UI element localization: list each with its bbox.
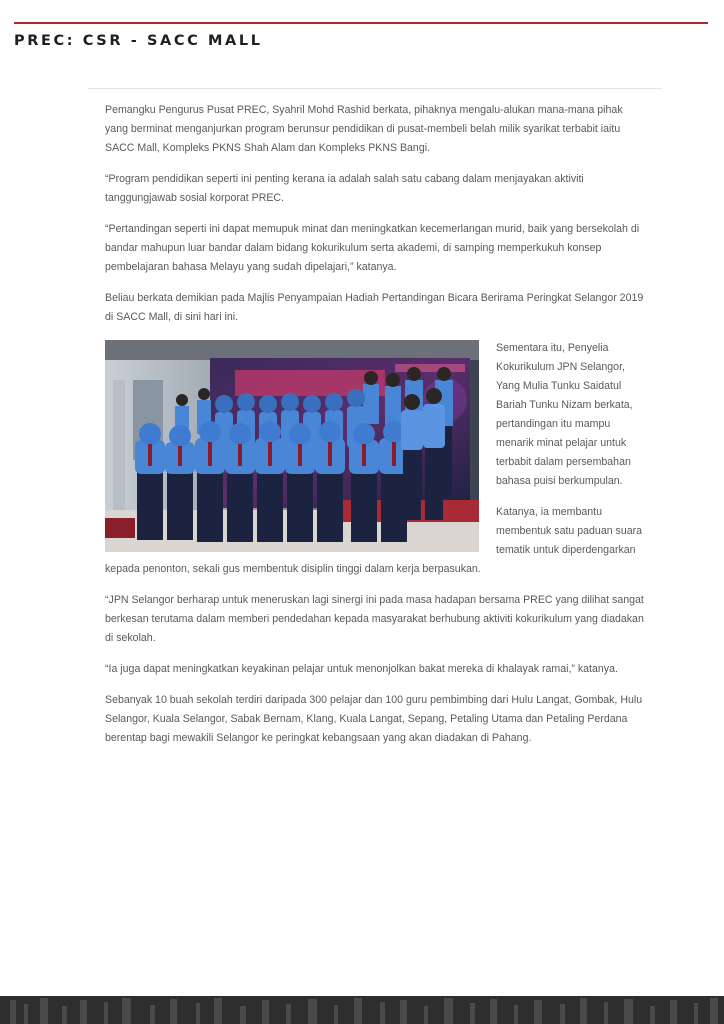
article-paragraph-2: “Program pendidikan seperti ini penting kerana ia adalah salah satu cabang dalam menjayakan aktiviti tanggungjawab sosial korporat PREC.	[105, 173, 584, 204]
page-footer-band	[0, 996, 724, 1024]
article-paragraph-9: Sebanyak 10 buah sekolah terdiri daripada 300 pelajar dan 100 guru pembimbing dari Hulu Langat, Gombak, Hulu Selangor, Kuala Selangor, Sabak Bernam, Klang, Kuala Langat, Sepang, Petaling Utama dan Petaling Perdana berentap bagi mewakili Selangor ke peringkat kebangsaan yang akan diadakan di Pahang.	[105, 694, 643, 744]
page-title: PREC: CSR - SACC MALL	[14, 33, 263, 49]
article-photo	[105, 340, 479, 552]
article-paragraph-3: “Pertandingan seperti ini dapat memupuk minat dan meningkatkan kecemerlangan murid, baik yang bersekolah di bandar mahupun luar bandar dalam bidang kokurikulum serta akademi, di samping memperkukuh konsep pembelajaran bahasa Melayu yang sudah dipelajari,” katanya.	[105, 223, 640, 273]
article-paragraph-8: “Ia juga dapat meningkatkan keyakinan pelajar untuk menonjolkan bakat mereka di khalayak ramai,” katanya.	[105, 663, 618, 675]
article-top-divider	[88, 88, 662, 89]
article-paragraph-7: “JPN Selangor berharap untuk meneruskan lagi sinergi ini pada masa hadapan bersama PREC yang dilihat sangat berkesan terutama dalam memberi pendedahan kepada masyarakat berhubung aktiviti kokurikulum yang diadakan di sekolah.	[105, 594, 644, 644]
article-body	[105, 101, 645, 760]
article-paragraph-6: Katanya, ia membantu membentuk satu paduan suara tematik untuk diperdengarkan kepada penonton, sekali gus membentuk disiplin tinggi dalam kerja berpasukan.	[105, 506, 643, 575]
article-paragraph-4: Beliau berkata demikian pada Majlis Penyampaian Hadiah Pertandingan Bicara Berirama Peringkat Selangor 2019 di SACC Mall, di sini hari ini.	[105, 292, 644, 323]
article-paragraph-5: Sementara itu, Penyelia Kokurikulum JPN Selangor, Yang Mulia Tunku Saidatul Bariah Tunku Nizam berkata, pertandingan itu mampu menarik minat pelajar untuk terbabit dalam persembahan bahasa puisi berkumpulan.	[496, 342, 633, 487]
article-paragraph-1: Pemangku Pengurus Pusat PREC, Syahril Mohd Rashid berkata, pihaknya mengalu-alukan mana-mana pihak yang berminat menganjurkan program berunsur pendidikan di pusat-membeli belah milik syarikat terbabit iaitu SACC Mall, Kompleks PKNS Shah Alam dan Kompleks PKNS Bangi.	[105, 104, 623, 154]
header-accent-rule	[14, 22, 708, 24]
